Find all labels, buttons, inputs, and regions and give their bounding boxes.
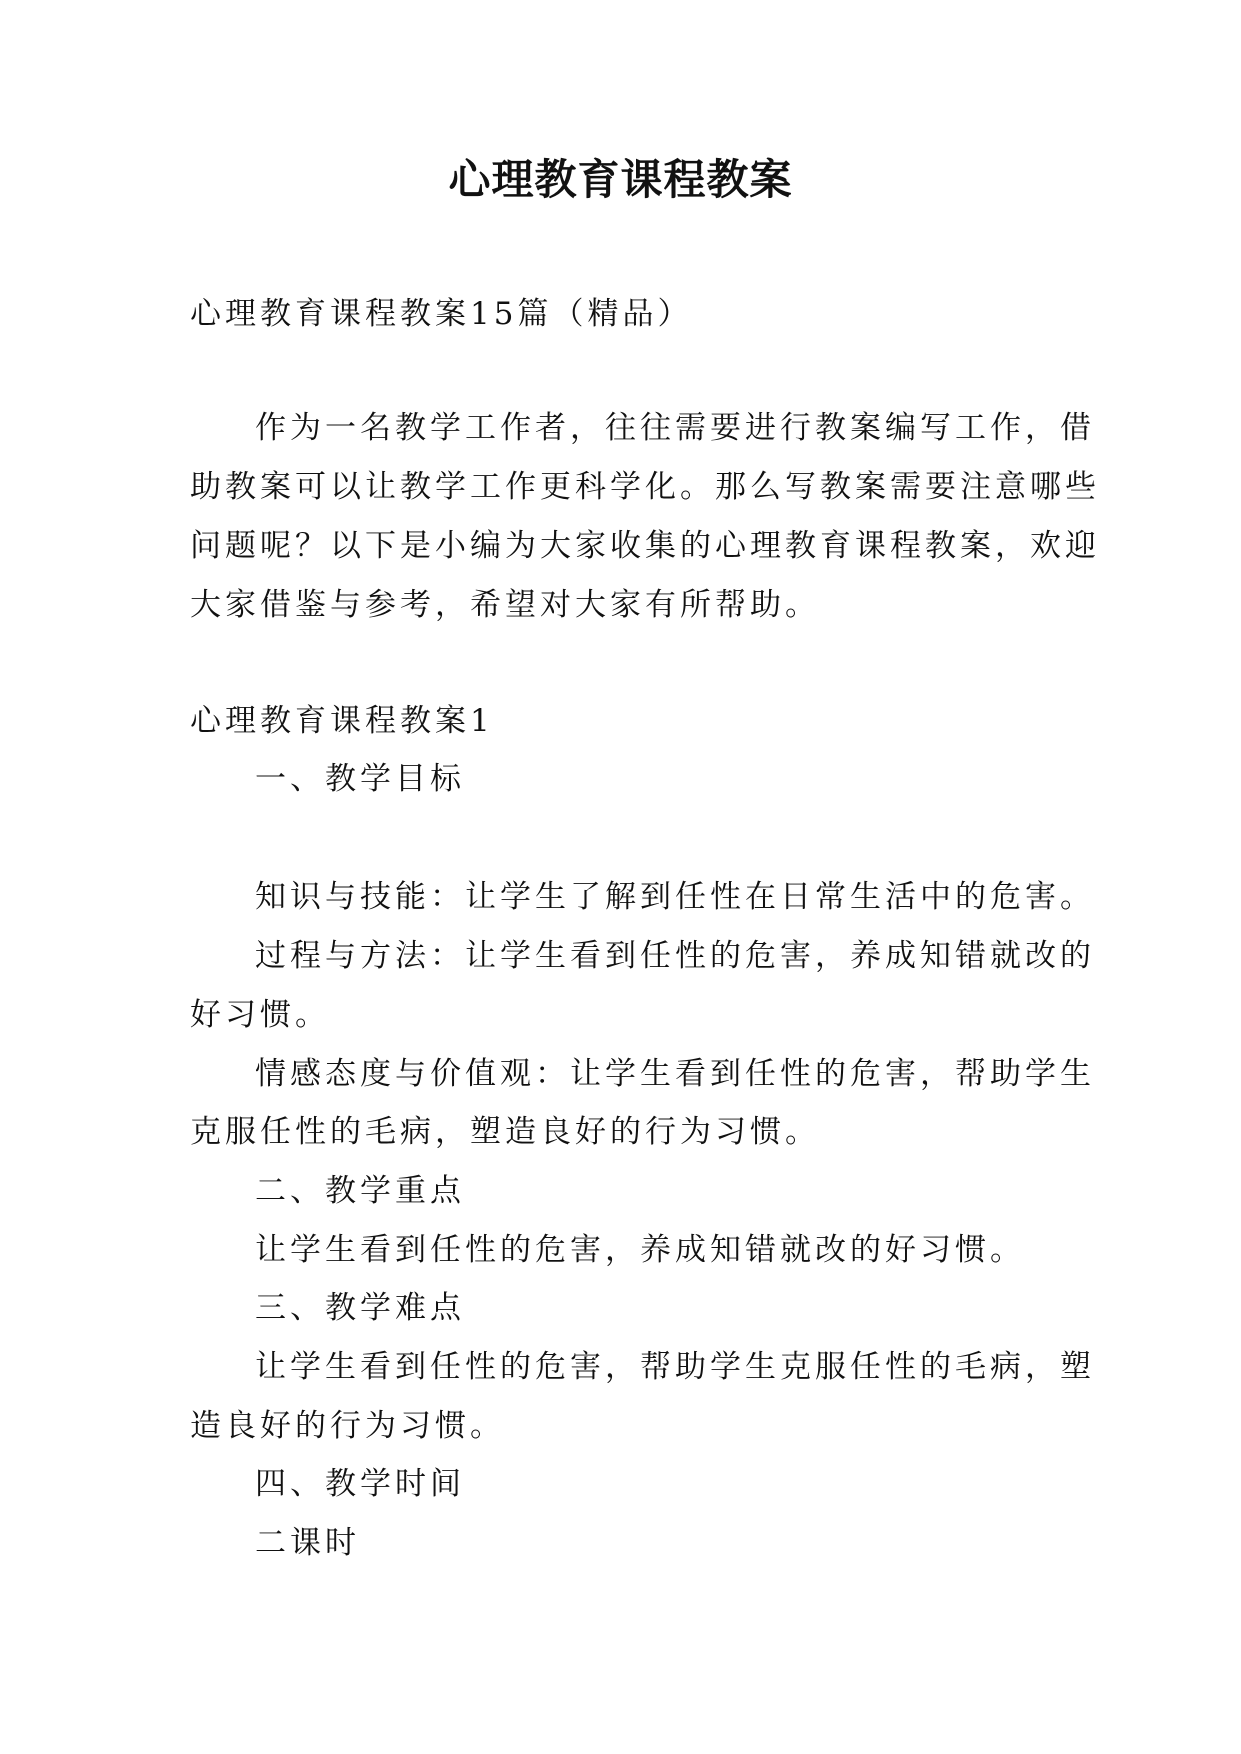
- intro-line: 作为一名教学工作者，往往需要进行教案编写工作，借: [255, 410, 1095, 446]
- heading-focus: 二、教学重点: [255, 1173, 465, 1209]
- difficulty-line: 让学生看到任性的危害，帮助学生克服任性的毛病，塑: [255, 1349, 1095, 1385]
- goal-process-line: 过程与方法：让学生看到任性的危害，养成知错就改的: [255, 938, 1095, 974]
- heading-difficulty: 三、教学难点: [255, 1290, 465, 1326]
- heading-time: 四、教学时间: [255, 1466, 465, 1502]
- goal-process-line: 好习惯。: [190, 997, 330, 1033]
- section-title: 心理教育课程教案1: [190, 703, 494, 739]
- document-subtitle: 心理教育课程教案15篇（精品）: [190, 296, 693, 332]
- heading-goals: 一、教学目标: [255, 761, 465, 797]
- intro-line: 大家借鉴与参考，希望对大家有所帮助。: [190, 587, 820, 623]
- intro-line: 助教案可以让教学工作更科学化。那么写教案需要注意哪些: [190, 469, 1100, 505]
- goal-emotion-line: 克服任性的毛病，塑造良好的行为习惯。: [190, 1114, 820, 1150]
- focus-text: 让学生看到任性的危害，养成知错就改的好习惯。: [255, 1232, 1025, 1268]
- time-text: 二课时: [255, 1525, 360, 1561]
- goal-emotion-line: 情感态度与价值观：让学生看到任性的危害，帮助学生: [255, 1056, 1095, 1092]
- goal-knowledge: 知识与技能：让学生了解到任性在日常生活中的危害。: [255, 879, 1095, 915]
- intro-line: 问题呢？以下是小编为大家收集的心理教育课程教案，欢迎: [190, 528, 1100, 564]
- document-title: 心理教育课程教案: [448, 155, 793, 204]
- difficulty-line: 造良好的行为习惯。: [190, 1408, 505, 1444]
